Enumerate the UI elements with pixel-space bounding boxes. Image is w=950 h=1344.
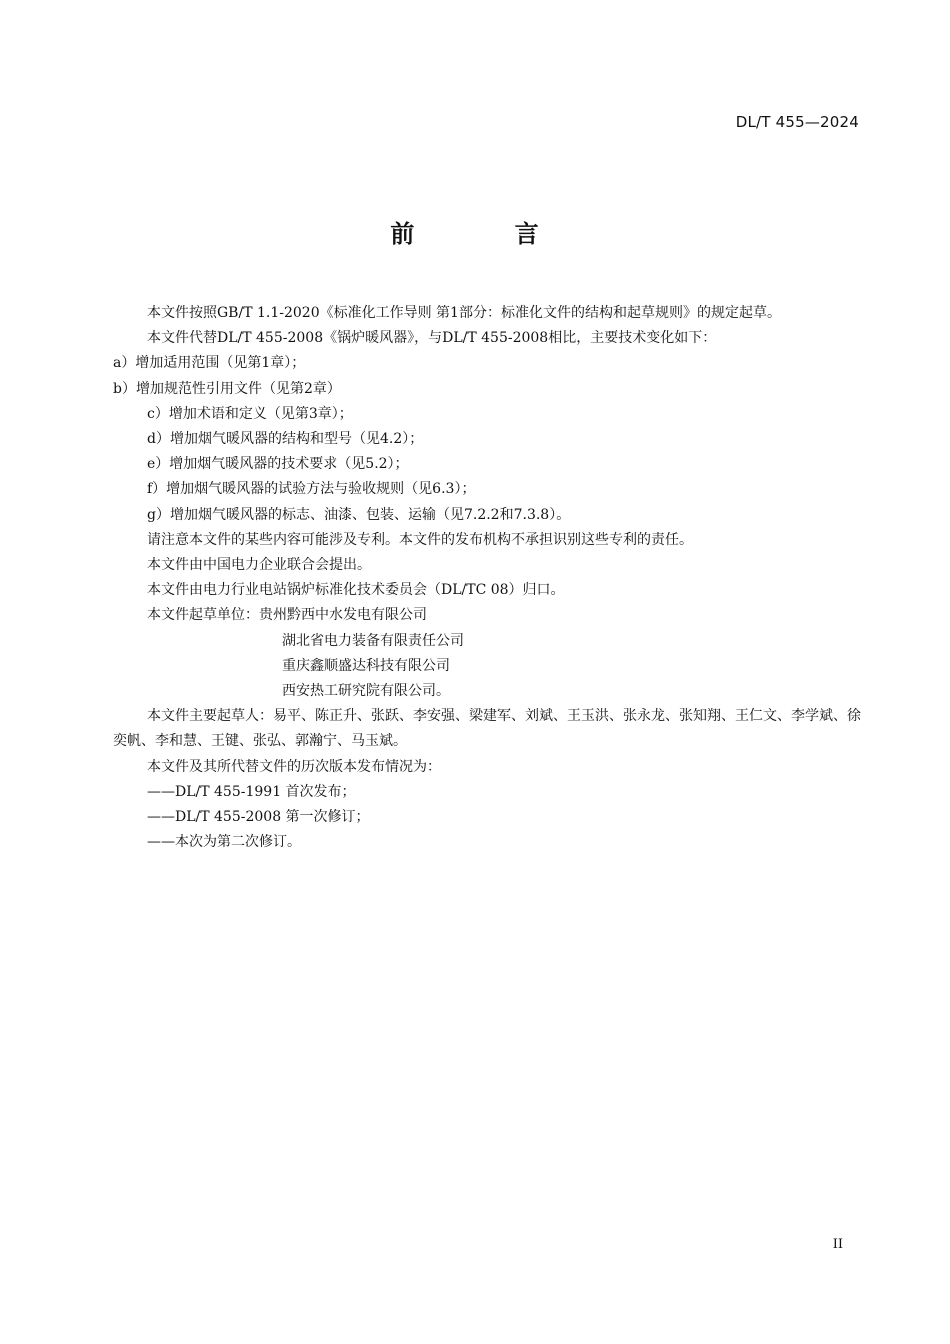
paragraph-patent-notice: 请注意本文件的某些内容可能涉及专利。本文件的发布机构不承担识别这些专利的责任。 [147, 531, 693, 548]
page-number: II [832, 1237, 843, 1252]
history-item-2: ——DL/T 455-2008 第一次修订； [147, 809, 370, 826]
paragraph-committee: 本文件由电力行业电站锅炉标准化技术委员会（DL/TC 08）归口。 [147, 582, 565, 599]
paragraph-proposer: 本文件由中国电力企业联合会提出。 [147, 557, 371, 574]
change-item-d: d）增加烟气暖风器的结构和型号（见4.2）； [147, 431, 424, 448]
change-item-b: b）增加规范性引用文件（见第2章） [113, 380, 341, 397]
drafting-unit-2: 湖北省电力装备有限责任公司 [282, 632, 464, 649]
page-title: 前 言 [390, 220, 585, 248]
change-item-c: c）增加术语和定义（见第3章）； [147, 405, 353, 422]
change-item-g: g）增加烟气暖风器的标志、油漆、包装、运输（见7.2.2和7.3.8）。 [147, 506, 571, 523]
foreword-body [113, 301, 861, 855]
paragraph-drafters: 本文件主要起草人：易平、陈正升、张跃、李安强、梁建军、刘斌、王玉洪、张永龙、张知翔、王仁文、李学斌、徐奕帆、李和慧、王键、张弘、郭瀚宁、马玉斌。 [113, 708, 861, 750]
paragraph-replacement: 本文件代替DL/T 455-2008《锅炉暖风器》，与DL/T 455-2008相比，主要技术变化如下： [147, 330, 717, 347]
change-item-f: f）增加烟气暖风器的试验方法与验收规则（见6.3）； [147, 481, 476, 498]
drafting-unit-1: 贵州黔西中水发电有限公司 [259, 607, 427, 624]
drafting-unit-3: 重庆鑫顺盛达科技有限公司 [282, 657, 450, 674]
change-item-a: a）增加适用范围（见第1章）； [113, 355, 306, 372]
paragraph-version-history: 本文件及其所代替文件的历次版本发布情况为： [147, 758, 441, 775]
change-item-e: e）增加烟气暖风器的技术要求（见5.2）； [147, 456, 409, 473]
history-item-1: ——DL/T 455-1991 首次发布； [147, 783, 356, 800]
drafting-unit-4: 西安热工研究院有限公司。 [282, 683, 450, 700]
history-item-3: ——本次为第二次修订。 [147, 834, 301, 851]
document-code: DL/T 455—2024 [735, 113, 859, 131]
drafting-unit-line [113, 603, 861, 628]
drafting-units-label: 本文件起草单位： [147, 607, 259, 624]
paragraph-standard-basis: 本文件按照GB/T 1.1-2020《标准化工作导则 第1部分：标准化文件的结构和起草规则》的规定起草。 [147, 305, 781, 321]
